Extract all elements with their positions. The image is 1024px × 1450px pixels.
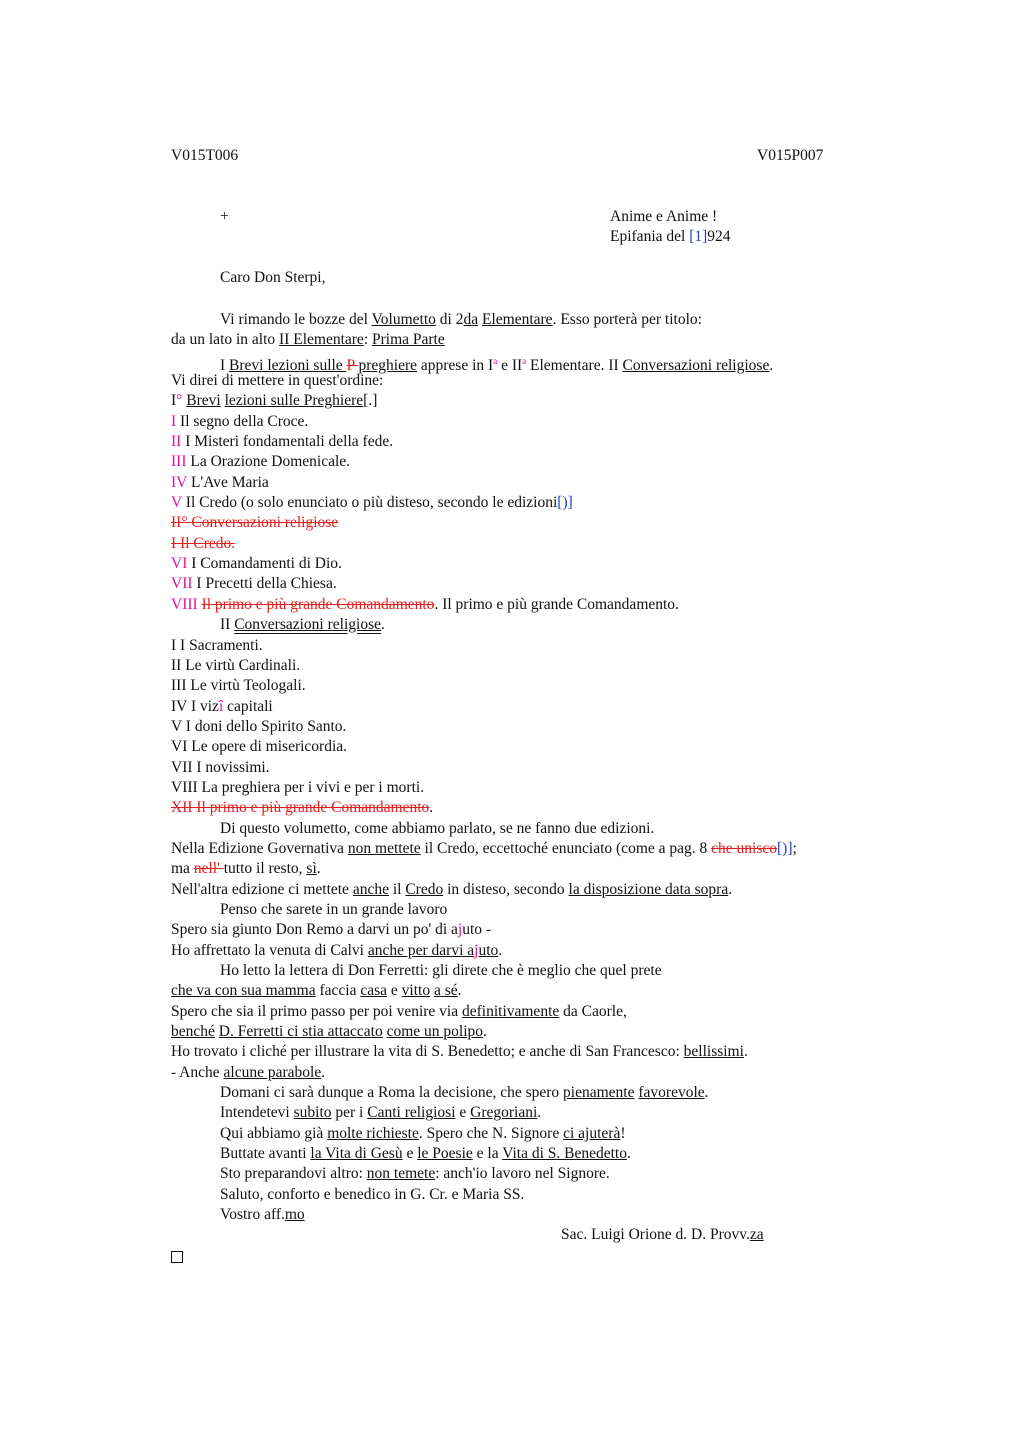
paragraph-line: Spero sia giunto Don Remo a darvi un po' di ajuto - [171, 921, 492, 939]
list-item: III Le virtù Teologali. [171, 677, 306, 695]
salutation: Caro Don Sterpi, [220, 269, 326, 286]
paragraph-line: I Brevi lezioni sulle P preghiere apprese in $I^a$ e $II^a$ Elementare. II Conversazioni religiose. [220, 355, 774, 374]
list-item: II Le virtù Cardinali. [171, 656, 301, 674]
paragraph-line: Qui abbiamo già molte richieste. Spero che N. Signore ci ajuterà! [220, 1124, 626, 1142]
section-heading: II Conversazioni religiose. [220, 616, 385, 634]
paragraph-line: Ho affrettato la venuta di Calvi anche per darvi ajuto. [171, 941, 503, 959]
list-item: I I Sacramenti. [171, 636, 263, 654]
list-item: VIII La preghiera per i vivi e per i morti. [171, 778, 425, 796]
paragraph-line: Saluto, conforto e benedico in G. Cr. e Maria SS. [220, 1185, 525, 1203]
list-item: V I doni dello Spirito Santo. [171, 717, 347, 735]
list-item: VII I novissimi. [171, 758, 270, 776]
document-code-right: V015P007 [757, 147, 824, 164]
struck-line: II° Conversazioni religiose [171, 514, 339, 532]
paragraph-line: Vi direi di mettere in quest'ordine: [171, 372, 384, 390]
signature: Sac. Luigi Orione d. D. Provv.za [561, 1226, 764, 1244]
paragraph-line: ma nell' tutto il resto, sì. [171, 860, 321, 878]
list-item: IV I vizî capitali [171, 697, 273, 715]
paragraph-line: Vi rimando le bozze del Volumetto di 2da Elementare. Esso porterà per titolo: [220, 311, 702, 328]
letter-date: Epifania del [1]924 [610, 228, 731, 245]
closing-line: Vostro aff.mo [220, 1206, 305, 1224]
paragraph-line: benché D. Ferretti ci stia attaccato come un polipo. [171, 1023, 487, 1041]
list-item: V Il Credo (o solo enunciato o più disteso, secondo le edizioni[)] [171, 494, 573, 512]
paragraph-line: Di questo volumetto, come abbiamo parlato, se ne fanno due edizioni. [220, 819, 655, 837]
paragraph-line: Nella Edizione Governativa non mettete il Credo, eccettoché enunciato (come a pag. 8 che unisco[)]; [171, 839, 797, 857]
paragraph-line: Ho letto la lettera di Don Ferretti: gli direte che è meglio che quel prete [220, 962, 662, 979]
section-heading: I° Brevi lezioni sulle Preghiere[.] [171, 392, 378, 410]
cross-mark: + [220, 208, 229, 225]
paragraph-line: - Anche alcune parabole. [171, 1063, 326, 1081]
paragraph-line: Buttate avanti la Vita di Gesù e le Poesie e la Vita di S. Benedetto. [220, 1145, 631, 1163]
paragraph-line: Spero che sia il primo passo per poi venire via definitivamente da Caorle, [171, 1002, 627, 1020]
paragraph-line: Sto preparandovi altro: non temete: anch'io lavoro nel Signore. [220, 1165, 610, 1183]
letter-body [171, 310, 871, 1266]
document-code-left: V015T006 [171, 147, 239, 164]
struck-line: I Il Credo. [171, 534, 236, 552]
list-item: VI I Comandamenti di Dio. [171, 555, 342, 573]
list-item: VII I Precetti della Chiesa. [171, 575, 337, 593]
paragraph-line: da un lato in alto II Elementare: Prima Parte [171, 331, 445, 349]
paragraph-line: che va con sua mamma faccia casa e vitto a sé. [171, 982, 462, 1000]
paragraph-line: Domani ci sarà dunque a Roma la decisione, che spero pienamente favorevole. [220, 1084, 709, 1102]
end-square-icon [171, 1246, 871, 1266]
list-item: I Il segno della Croce. [171, 412, 309, 430]
list-item: IV L'Ave Maria [171, 473, 269, 491]
list-item: III La Orazione Domenicale. [171, 453, 351, 471]
paragraph-line: Penso che sarete in un grande lavoro [220, 900, 448, 918]
struck-line: XII Il primo e più grande Comandamento. [171, 799, 434, 817]
list-item: VI Le opere di misericordia. [171, 738, 348, 756]
paragraph-line: Ho trovato i cliché per illustrare la vita di S. Benedetto; e anche di San Francesco: bellissimi. [171, 1043, 748, 1061]
motto: Anime e Anime ! [610, 208, 718, 225]
paragraph-line: Intendetevi subito per i Canti religiosi e Gregoriani. [220, 1104, 542, 1122]
list-item: VIII Il primo e più grande Comandamento. Il primo e più grande Comandamento. [171, 595, 679, 613]
paragraph-line: Nell'altra edizione ci mettete anche il Credo in disteso, secondo la disposizione data sopra. [171, 880, 733, 898]
list-item: II I Misteri fondamentali della fede. [171, 433, 394, 451]
